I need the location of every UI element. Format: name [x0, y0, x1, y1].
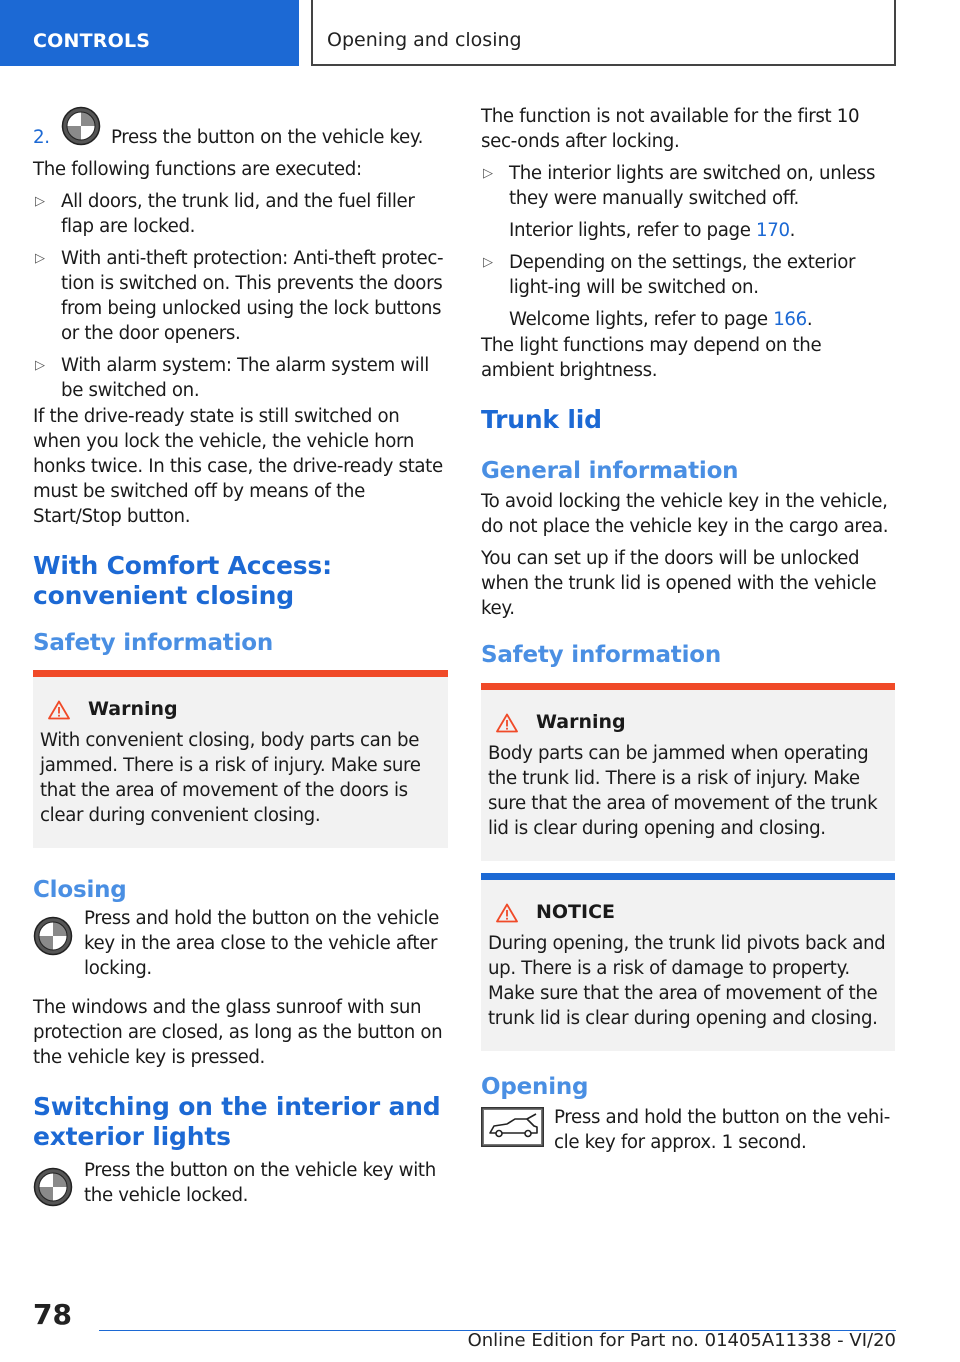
lock-function-list: [33, 189, 448, 403]
chapter-header: [311, 0, 896, 66]
warning-box: [481, 683, 895, 861]
general-paragraph-2: You can set up if the doors will be unlocked when the trunk lid is opened with the vehicle key.: [481, 548, 877, 619]
heading-comfort-access: With Comfort Access: convenient closing: [33, 551, 332, 610]
warning-triangle-icon: [496, 903, 518, 923]
windows-paragraph: The windows and the glass sunroof with sun protection are closed, as long as the button on the vehicle key is pressed.: [33, 997, 443, 1068]
triangle-bullet-icon: ▷: [483, 255, 493, 270]
notice-title: NOTICE: [536, 901, 616, 923]
step-number: 2.: [33, 127, 50, 148]
ambient-paragraph: The light functions may depend on the ambient brightness.: [481, 335, 822, 381]
drive-ready-paragraph: If the drive-ready state is still switched on when you lock the vehicle, the vehicle horn honks twice. In this case, the drive-ready state must be switched off by means of the Start/Stop button.: [33, 406, 443, 527]
closing-instruction: [33, 906, 448, 981]
step-2: [33, 98, 448, 148]
not-available-paragraph: The function is not available for the first 10 sec-onds after locking.: [481, 106, 860, 152]
list-item: ▷ The interior lights are switched on, unless they were manually switched off. Interior lights, refer to page 170.: [481, 161, 895, 243]
warning-header: [40, 697, 441, 722]
triangle-bullet-icon: ▷: [35, 251, 45, 266]
right-column: [481, 104, 895, 1163]
page-number: 78: [33, 1298, 72, 1331]
warning-triangle-icon: [48, 700, 70, 720]
heading-safety-information: Safety information: [481, 642, 722, 668]
triangle-bullet-icon: ▷: [35, 194, 45, 209]
bmw-lock-button-icon: [61, 106, 101, 146]
opening-instruction: [481, 1105, 895, 1155]
warning-title: Warning: [536, 711, 626, 733]
footer-edition: Online Edition for Part no. 01405A11338 - VI/20: [467, 1330, 896, 1351]
warning-box: [33, 670, 448, 848]
lights-instruction: [33, 1158, 448, 1209]
warning-text: With convenient closing, body parts can be jammed. There is a risk of injury. Make sure that the area of movement of the doors is clear during convenient closing.: [40, 730, 421, 826]
heading-trunk-lid: Trunk lid: [481, 405, 602, 434]
heading-opening: Opening: [481, 1074, 589, 1100]
notice-header: [488, 900, 888, 925]
heading-interior-exterior-lights: Switching on the interior and exterior lights: [33, 1092, 441, 1151]
trunk-open-button-icon: [481, 1107, 544, 1147]
warning-header: [488, 710, 888, 735]
cross-reference: Welcome lights, refer to page 166.: [509, 309, 813, 330]
notice-text: During opening, the trunk lid pivots back and up. There is a risk of damage to property. Make sure that the area of movement of the trunk lid is clear during opening and closing.: [488, 933, 886, 1029]
closing-text: Press and hold the button on the vehicle key in the area close to the vehicle after locking.: [84, 908, 439, 979]
warning-text: Body parts can be jammed when operating the trunk lid. There is a risk of injury. Make sure that the area of movement of the trunk lid is clear during opening and closing.: [488, 743, 878, 839]
heading-closing: Closing: [33, 877, 127, 903]
step-text: Press the button on the vehicle key.: [111, 127, 424, 148]
following-functions: The following functions are executed:: [33, 159, 362, 180]
lights-text: Press the button on the vehicle key with the vehicle locked.: [84, 1160, 436, 1206]
triangle-bullet-icon: ▷: [35, 358, 45, 373]
list-item: ▷ With alarm system: The alarm system will be switched on.: [35, 355, 429, 401]
warning-title: Warning: [88, 698, 178, 720]
chapter-title: Opening and closing: [327, 29, 522, 51]
cross-reference: Interior lights, refer to page 170.: [509, 220, 796, 241]
light-function-list: [481, 161, 895, 332]
left-column: [33, 98, 448, 1217]
opening-text: Press and hold the button on the vehi-cle key for approx. 1 second.: [554, 1107, 890, 1153]
heading-general-information: General information: [481, 458, 739, 484]
heading-safety-information: Safety information: [33, 630, 274, 656]
list-item: ▷ Depending on the settings, the exterior light-ing will be switched on. Welcome lights, refer to page 166.: [481, 250, 895, 332]
list-item: ▷ All doors, the trunk lid, and the fuel filler flap are locked.: [35, 191, 415, 237]
triangle-bullet-icon: ▷: [483, 166, 493, 181]
general-paragraph-1: To avoid locking the vehicle key in the vehicle, do not place the vehicle key in the cargo area.: [481, 491, 889, 537]
warning-triangle-icon: [496, 713, 518, 733]
notice-box: [481, 873, 895, 1051]
page-link-166[interactable]: 166: [773, 309, 807, 330]
section-label: CONTROLS: [33, 30, 151, 52]
list-item: ▷ With anti-theft protection: Anti-theft protec-tion is switched on. This prevents the doors from being unlocked using the lock buttons or the door openers.: [35, 248, 444, 344]
page-link-170[interactable]: 170: [756, 220, 790, 241]
section-tab: [0, 0, 299, 66]
bmw-lock-button-icon: [33, 1167, 73, 1207]
bmw-lock-button-icon: [33, 916, 73, 956]
